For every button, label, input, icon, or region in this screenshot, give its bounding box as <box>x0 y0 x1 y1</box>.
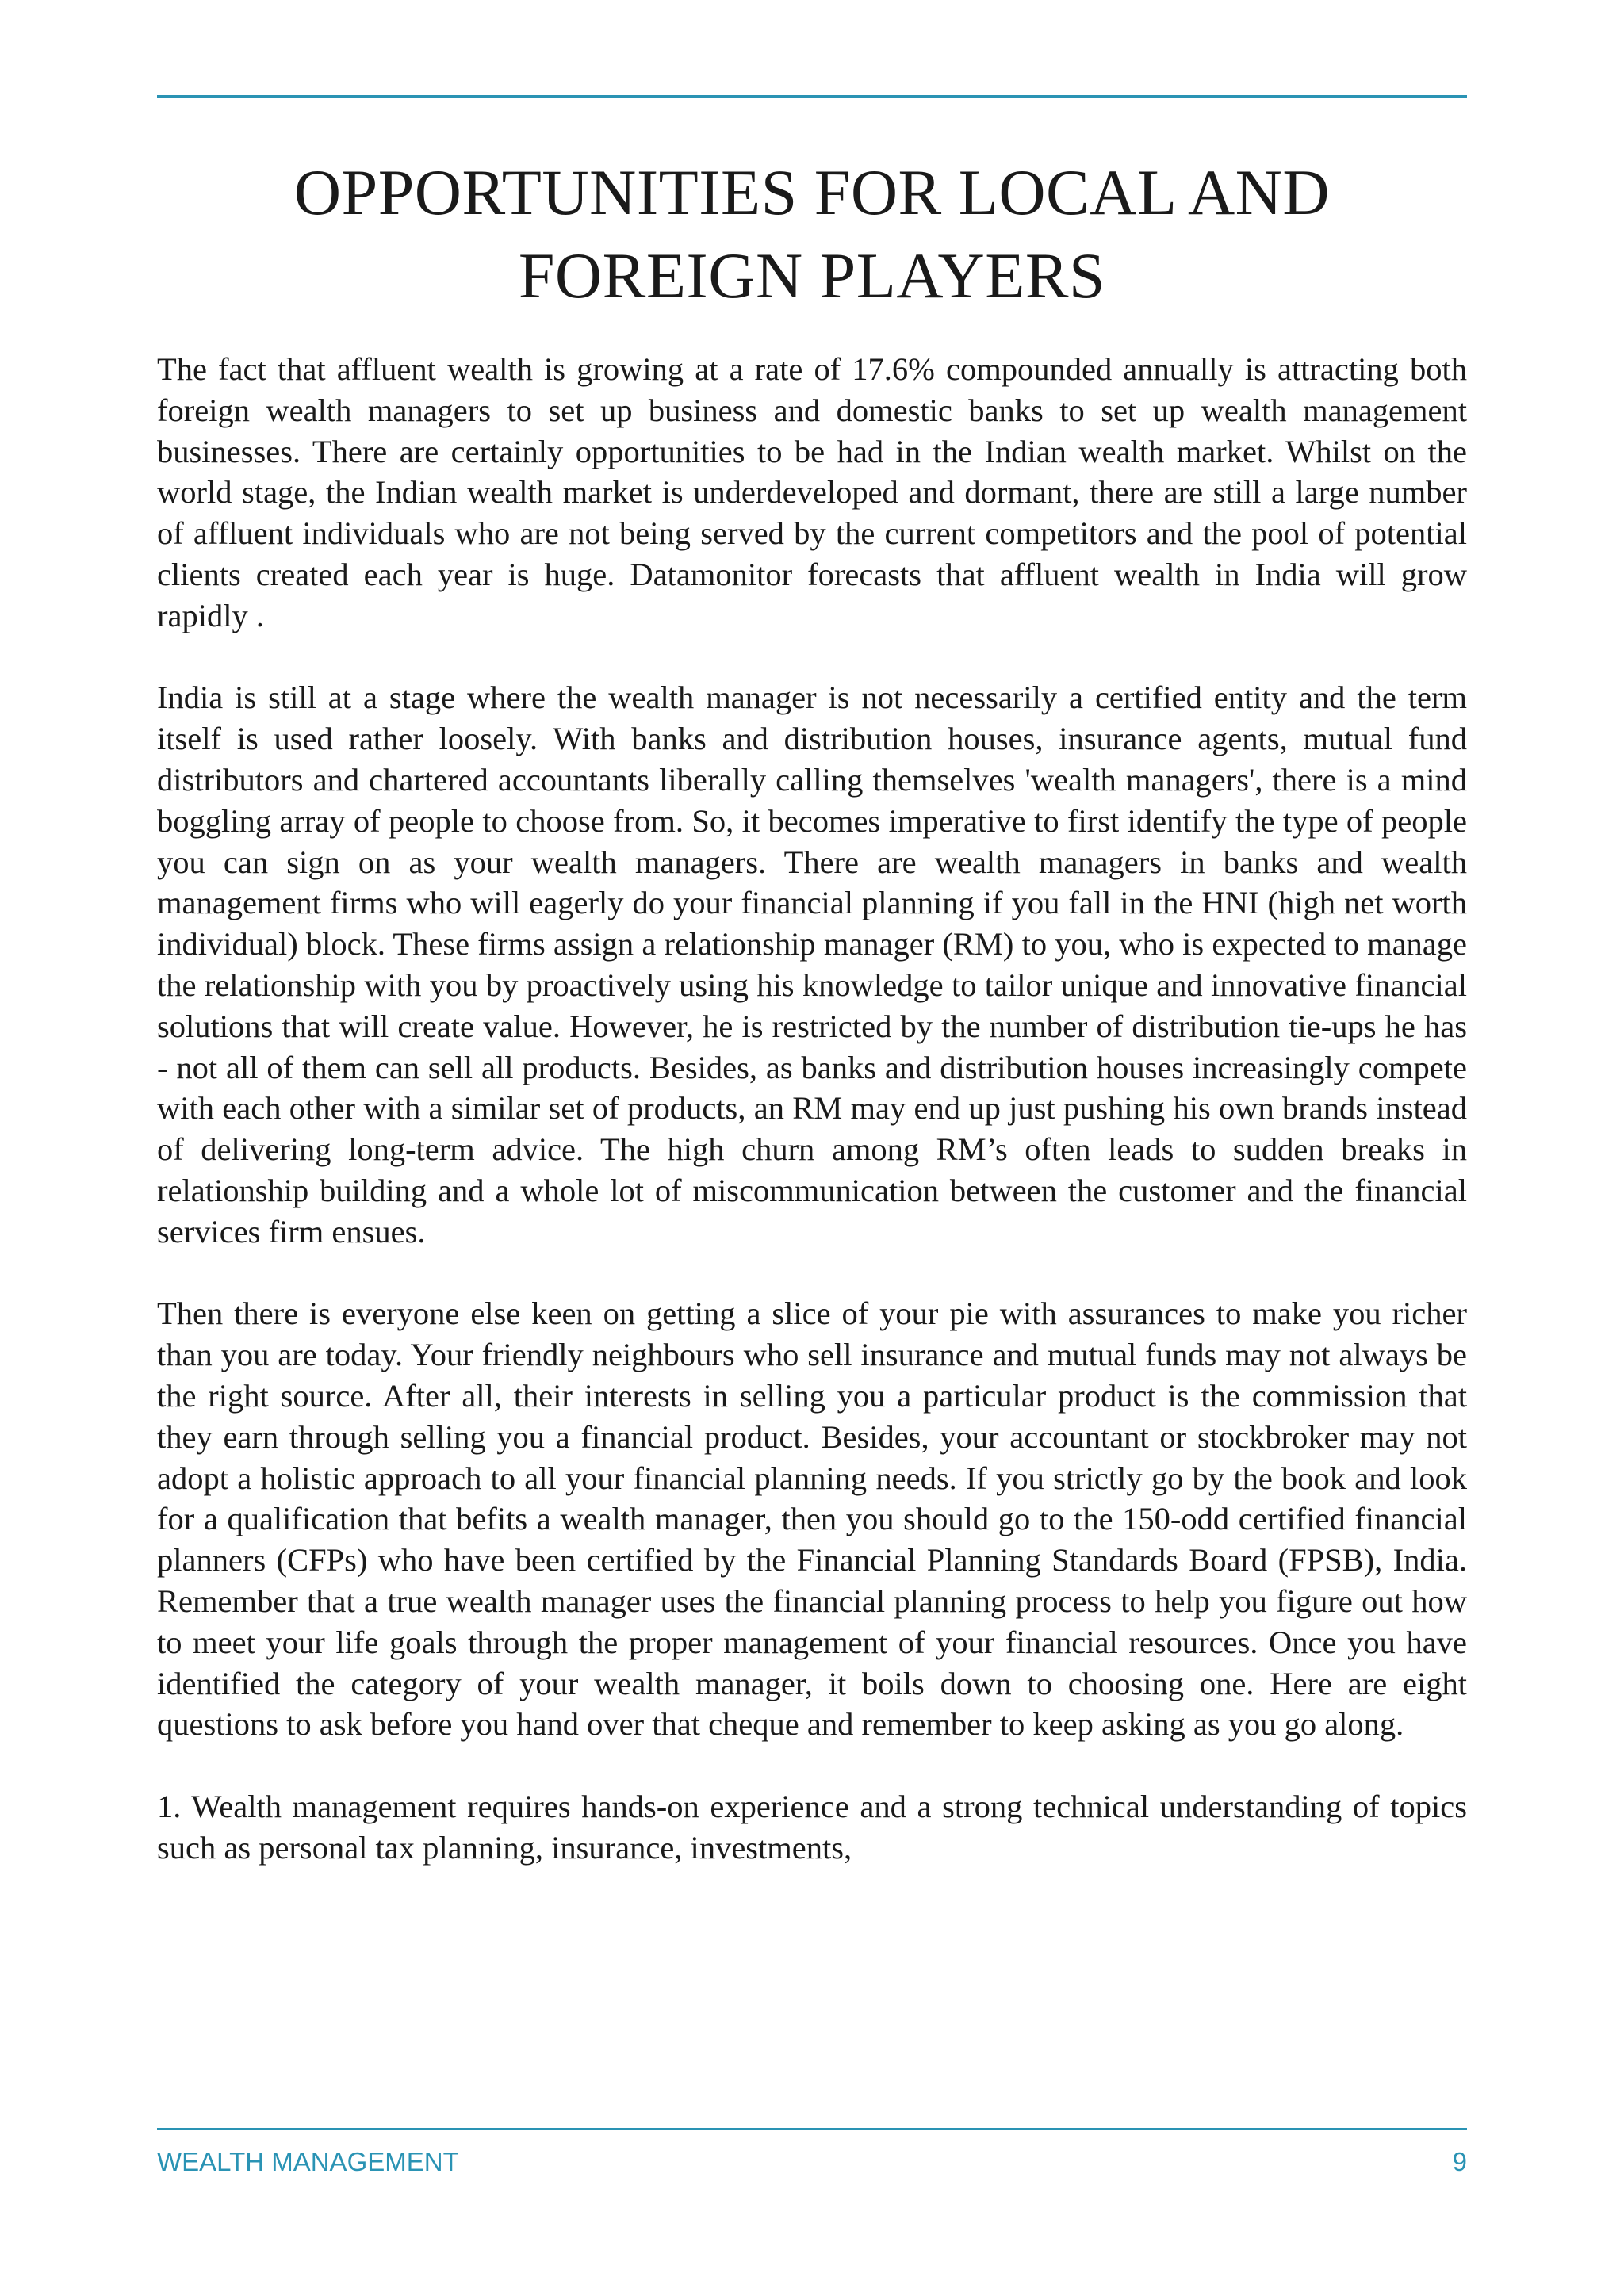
paragraph-wealth-manager-types: India is still at a stage where the wealth manager is not necessarily a certified entity and the term itself is used rather loosely. With banks and distribution houses, insurance agents, mutual fund distributors and chartered accountants liberally calling themselves 'wealth managers', there is a mind boggling array of people to choose from. So, it becomes imperative to first identify the type of people you can sign on as your wealth managers. There are wealth managers in banks and wealth management firms who will eagerly do your financial planning if you fall in the HNI (high net worth individual) block. These firms assign a relationship manager (RM) to you, who is expected to manage the relationship with you by proactively using his knowledge to tailor unique and innovative financial solutions that will create value. However, he is restricted by the number of distribution tie-ups he has - not all of them can sell all products. Besides, as banks and distribution houses increasingly compete with each other with a similar set of products, an RM may end up just pushing his own brands instead of delivering long-term advice. The high churn among RM’s often leads to sudden breaks in relationship building and a whole lot of miscommunication between the customer and the financial services firm ensues. <box>157 679 1467 1249</box>
page-title: OPPORTUNITIES FOR LOCAL AND FOREIGN PLAYERS <box>293 156 1331 312</box>
paragraph-everyone-else: Then there is everyone else keen on getting a slice of your pie with assurances to make you richer than you are today. Your friendly neighbours who sell insurance and mutual funds may not always be the right source. After all, their interests in selling you a particular product is the commission that they earn through selling you a financial product. Besides, your accountant or stockbroker may not adopt a holistic approach to all your financial planning needs. If you strictly go by the book and look for a qualification that befits a wealth manager, then you should go to the 150-odd certified financial planners (CFPs) who have been certified by the Financial Planning Standards Board (FPSB), India. Remember that a true wealth manager uses the financial planning process to help you figure out how to meet your life goals through the proper management of your financial resources. Once you have identified the category of your wealth manager, it boils down to choosing one. Here are eight questions to ask before you hand over that cheque and remember to keep asking as you go along. <box>157 1295 1467 1743</box>
body-text <box>157 349 1467 1868</box>
header-rule <box>157 95 1467 98</box>
page-number: 9 <box>1452 2147 1467 2176</box>
paragraph-question-1: 1. Wealth management requires hands-on experience and a strong technical understanding of topics such as personal tax planning, insurance, investments, <box>157 1788 1467 1866</box>
footer-rule <box>157 2128 1467 2130</box>
page-footer <box>157 2147 1467 2182</box>
footer-section-label: WEALTH MANAGEMENT <box>157 2147 459 2176</box>
paragraph-affluent-wealth-growth: The fact that affluent wealth is growing at a rate of 17.6% compounded annually is attracting both foreign wealth managers to set up business and domestic banks to set up wealth management businesses. There are certainly opportunities to be had in the Indian wealth market. Whilst on the world stage, the Indian wealth market is underdeveloped and dormant, there are still a large number of affluent individuals who are not being served by the current competitors and the pool of potential clients created each year is huge. Datamonitor forecasts that affluent wealth in India will grow rapidly . <box>157 351 1467 633</box>
